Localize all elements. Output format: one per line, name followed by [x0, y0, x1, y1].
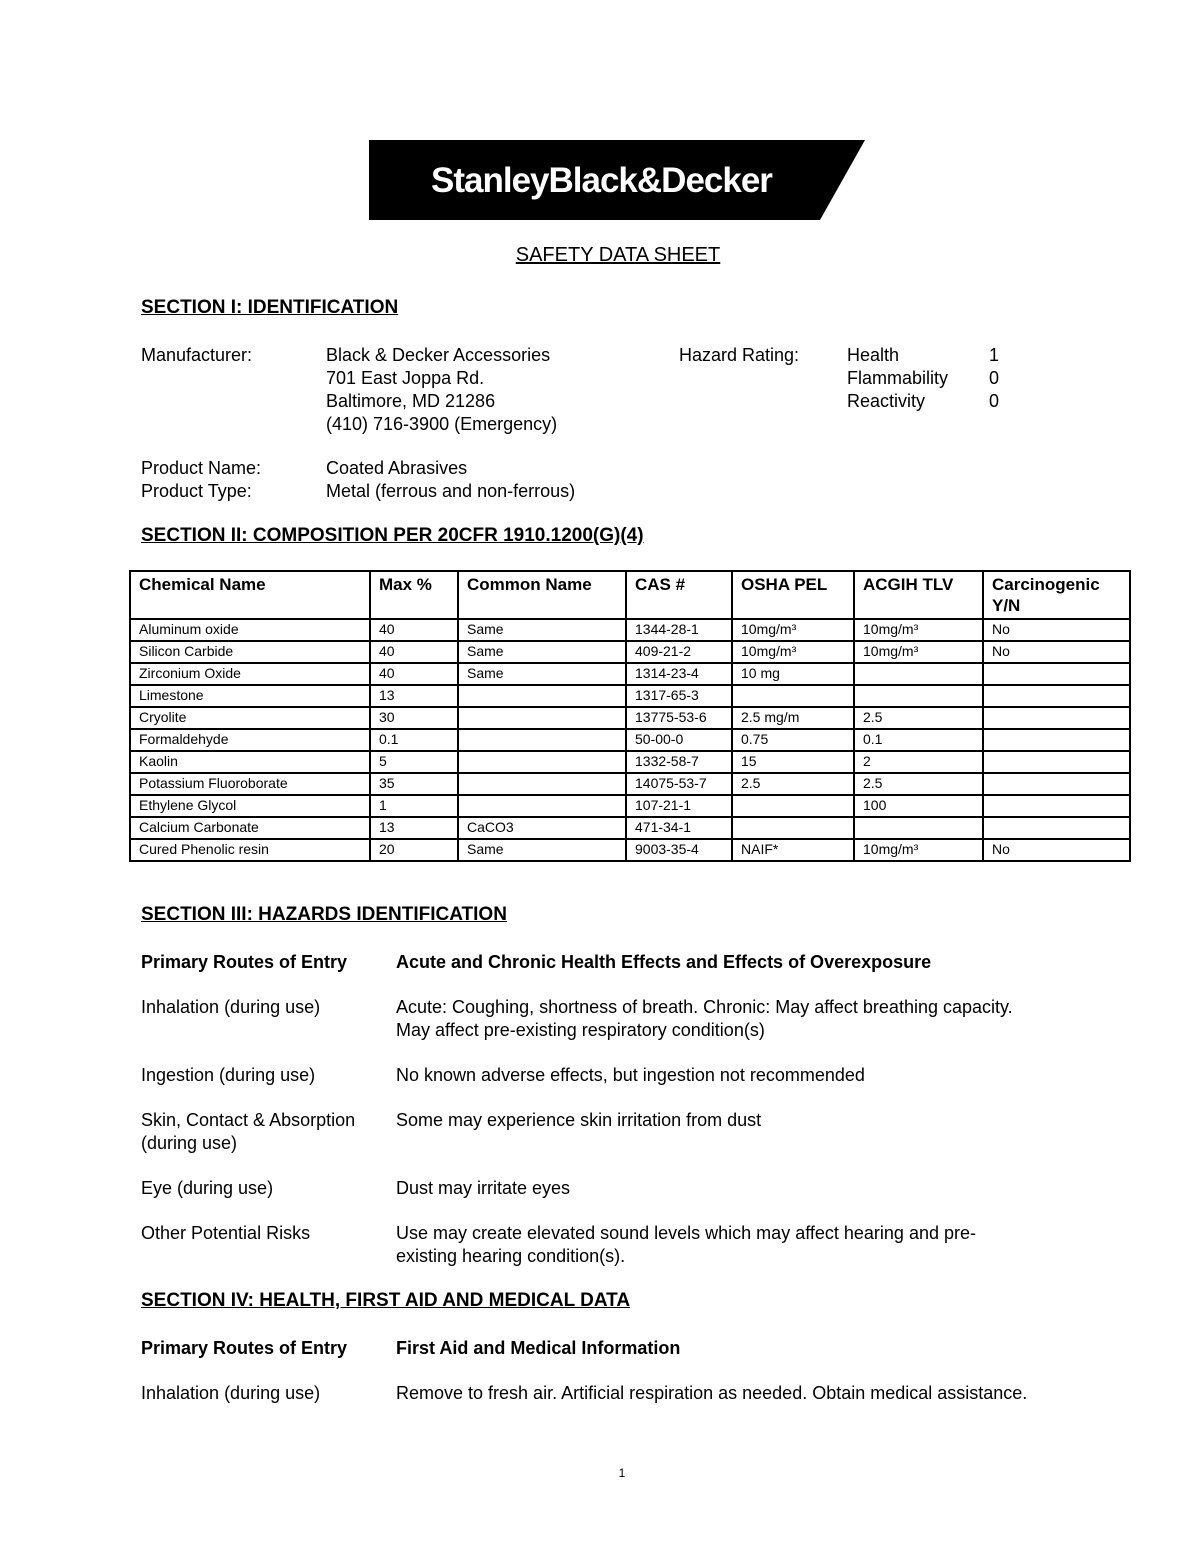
table-cell: 2.5: [854, 773, 983, 795]
table-cell: 30: [370, 707, 458, 729]
table-cell: CaCO3: [458, 817, 626, 839]
table-cell: [732, 795, 854, 817]
hazard-name: Health: [847, 345, 900, 365]
table-cell: [458, 685, 626, 707]
table-cell: Aluminum oxide: [130, 619, 370, 641]
table-cell: [983, 707, 1130, 729]
hazard-value: 1: [989, 345, 1000, 365]
routes-column-header: Primary Routes of Entry: [141, 1338, 348, 1358]
effect-text: May affect pre-existing respiratory condition(s): [396, 1020, 765, 1040]
section-3-heading: SECTION III: HAZARDS IDENTIFICATION: [141, 904, 507, 925]
table-cell: 0.75: [732, 729, 854, 751]
table-row: [130, 751, 1130, 773]
table-cell: 1317-65-3: [626, 685, 732, 707]
first-aid-column-header: First Aid and Medical Information: [396, 1338, 681, 1358]
table-cell: 10mg/m³: [854, 839, 983, 861]
effect-text: Acute: Coughing, shortness of breath. Chronic: May affect breathing capacity.: [396, 997, 1013, 1017]
table-cell: 100: [854, 795, 983, 817]
hazard-value: 0: [989, 391, 1000, 411]
table-cell: 2.5 mg/m: [732, 707, 854, 729]
page-number: 1: [618, 1466, 626, 1480]
table-cell: No: [983, 619, 1130, 641]
table-cell: [458, 795, 626, 817]
hazard-name: Reactivity: [847, 391, 926, 411]
document-title: SAFETY DATA SHEET: [515, 244, 721, 266]
table-cell: 10mg/m³: [732, 619, 854, 641]
table-cell: 10 mg: [732, 663, 854, 685]
routes-column-header: Primary Routes of Entry: [141, 952, 348, 972]
table-cell: Kaolin: [130, 751, 370, 773]
route-label: Eye (during use): [141, 1178, 274, 1198]
table-cell: 35: [370, 773, 458, 795]
product-name-label: Product Name:: [141, 458, 262, 478]
product-type-label: Product Type:: [141, 481, 252, 501]
table-cell: [732, 685, 854, 707]
company-logo: [369, 140, 865, 220]
table-cell: 1: [370, 795, 458, 817]
table-cell: [983, 751, 1130, 773]
table-row: [130, 817, 1130, 839]
table-cell: [854, 685, 983, 707]
table-cell: Zirconium Oxide: [130, 663, 370, 685]
hazard-rating-label: Hazard Rating:: [679, 345, 800, 365]
product-type-value: Metal (ferrous and non-ferrous): [326, 481, 576, 501]
table-cell: 40: [370, 663, 458, 685]
table-cell: Same: [458, 641, 626, 663]
route-label: Other Potential Risks: [141, 1223, 311, 1243]
table-cell: Cryolite: [130, 707, 370, 729]
table-cell: 107-21-1: [626, 795, 732, 817]
table-row: [130, 729, 1130, 751]
column-header: CAS #: [626, 571, 732, 619]
table-cell: 15: [732, 751, 854, 773]
section-4-heading: SECTION IV: HEALTH, FIRST AID AND MEDICAL DATA: [141, 1290, 631, 1311]
product-name-value: Coated Abrasives: [326, 458, 468, 478]
table-cell: 471-34-1: [626, 817, 732, 839]
table-cell: Same: [458, 619, 626, 641]
route-label: Ingestion (during use): [141, 1065, 316, 1085]
first-aid-text: Remove to fresh air. Artificial respiration as needed. Obtain medical assistance.: [396, 1383, 1028, 1403]
table-cell: Same: [458, 839, 626, 861]
route-label: Skin, Contact & Absorption: [141, 1110, 356, 1130]
table-cell: 2.5: [732, 773, 854, 795]
table-cell: 1332-58-7: [626, 751, 732, 773]
hazard-name: Flammability: [847, 368, 949, 388]
route-label: (during use): [141, 1133, 238, 1153]
table-row: [130, 839, 1130, 861]
table-cell: NAIF*: [732, 839, 854, 861]
effect-text: Dust may irritate eyes: [396, 1178, 571, 1198]
table-cell: 40: [370, 619, 458, 641]
table-cell: No: [983, 839, 1130, 861]
table-cell: 13: [370, 817, 458, 839]
table-cell: 2: [854, 751, 983, 773]
table-cell: 40: [370, 641, 458, 663]
table-cell: 9003-35-4: [626, 839, 732, 861]
manufacturer-line: Black & Decker Accessories: [326, 345, 551, 365]
table-cell: [458, 773, 626, 795]
table-cell: 10mg/m³: [732, 641, 854, 663]
effect-text: No known adverse effects, but ingestion not recommended: [396, 1065, 865, 1085]
manufacturer-line: (410) 716-3900 (Emergency): [326, 414, 558, 434]
table-cell: 13775-53-6: [626, 707, 732, 729]
table-cell: 1344-28-1: [626, 619, 732, 641]
table-cell: Silicon Carbide: [130, 641, 370, 663]
table-cell: 5: [370, 751, 458, 773]
table-cell: Calcium Carbonate: [130, 817, 370, 839]
column-header: OSHA PEL: [732, 571, 854, 619]
column-header: Max %: [370, 571, 458, 619]
table-cell: [983, 795, 1130, 817]
column-header: Common Name: [458, 571, 626, 619]
table-cell: 0.1: [854, 729, 983, 751]
effect-text: Use may create elevated sound levels which may affect hearing and pre-: [396, 1223, 976, 1243]
table-cell: Same: [458, 663, 626, 685]
hazard-value: 0: [989, 368, 1000, 388]
table-cell: [983, 773, 1130, 795]
table-cell: [983, 729, 1130, 751]
table-row: [130, 795, 1130, 817]
table-header-row: [130, 571, 1130, 619]
table-cell: 14075-53-7: [626, 773, 732, 795]
effects-column-header: Acute and Chronic Health Effects and Effects of Overexposure: [396, 952, 932, 972]
column-header: ACGIH TLV: [854, 571, 983, 619]
table-cell: [854, 817, 983, 839]
table-cell: Formaldehyde: [130, 729, 370, 751]
route-label: Inhalation (during use): [141, 997, 321, 1017]
effect-text: Some may experience skin irritation from dust: [396, 1110, 762, 1130]
table-cell: [854, 663, 983, 685]
table-cell: Cured Phenolic resin: [130, 839, 370, 861]
table-cell: 50-00-0: [626, 729, 732, 751]
table-cell: 10mg/m³: [854, 641, 983, 663]
table-cell: 13: [370, 685, 458, 707]
manufacturer-label: Manufacturer:: [141, 345, 253, 365]
table-cell: Ethylene Glycol: [130, 795, 370, 817]
effect-text: existing hearing condition(s).: [396, 1246, 626, 1266]
manufacturer-line: Baltimore, MD 21286: [326, 391, 496, 411]
table-row: [130, 641, 1130, 663]
table-cell: Potassium Fluoroborate: [130, 773, 370, 795]
column-header: Carcinogenic Y/N: [983, 571, 1130, 619]
table-cell: 20: [370, 839, 458, 861]
table-cell: No: [983, 641, 1130, 663]
table-cell: 409-21-2: [626, 641, 732, 663]
table-cell: 0.1: [370, 729, 458, 751]
table-cell: [732, 817, 854, 839]
route-label: Inhalation (during use): [141, 1383, 321, 1403]
table-row: [130, 707, 1130, 729]
table-row: [130, 663, 1130, 685]
table-cell: 2.5: [854, 707, 983, 729]
section-2-heading: SECTION II: COMPOSITION PER 20CFR 1910.1200(G)(4): [141, 525, 644, 546]
table-cell: [458, 751, 626, 773]
table-row: [130, 773, 1130, 795]
composition-table: [129, 570, 1131, 862]
table-cell: [983, 685, 1130, 707]
logo-text: StanleyBlack&Decker: [431, 161, 772, 200]
table-cell: 1314-23-4: [626, 663, 732, 685]
table-row: [130, 685, 1130, 707]
table-cell: [983, 663, 1130, 685]
column-header: Chemical Name: [130, 571, 370, 619]
table-cell: [458, 729, 626, 751]
table-row: [130, 619, 1130, 641]
table-cell: 10mg/m³: [854, 619, 983, 641]
manufacturer-line: 701 East Joppa Rd.: [326, 368, 485, 388]
table-cell: Limestone: [130, 685, 370, 707]
table-cell: [458, 707, 626, 729]
table-cell: [983, 817, 1130, 839]
section-1-heading: SECTION I: IDENTIFICATION: [141, 297, 399, 318]
